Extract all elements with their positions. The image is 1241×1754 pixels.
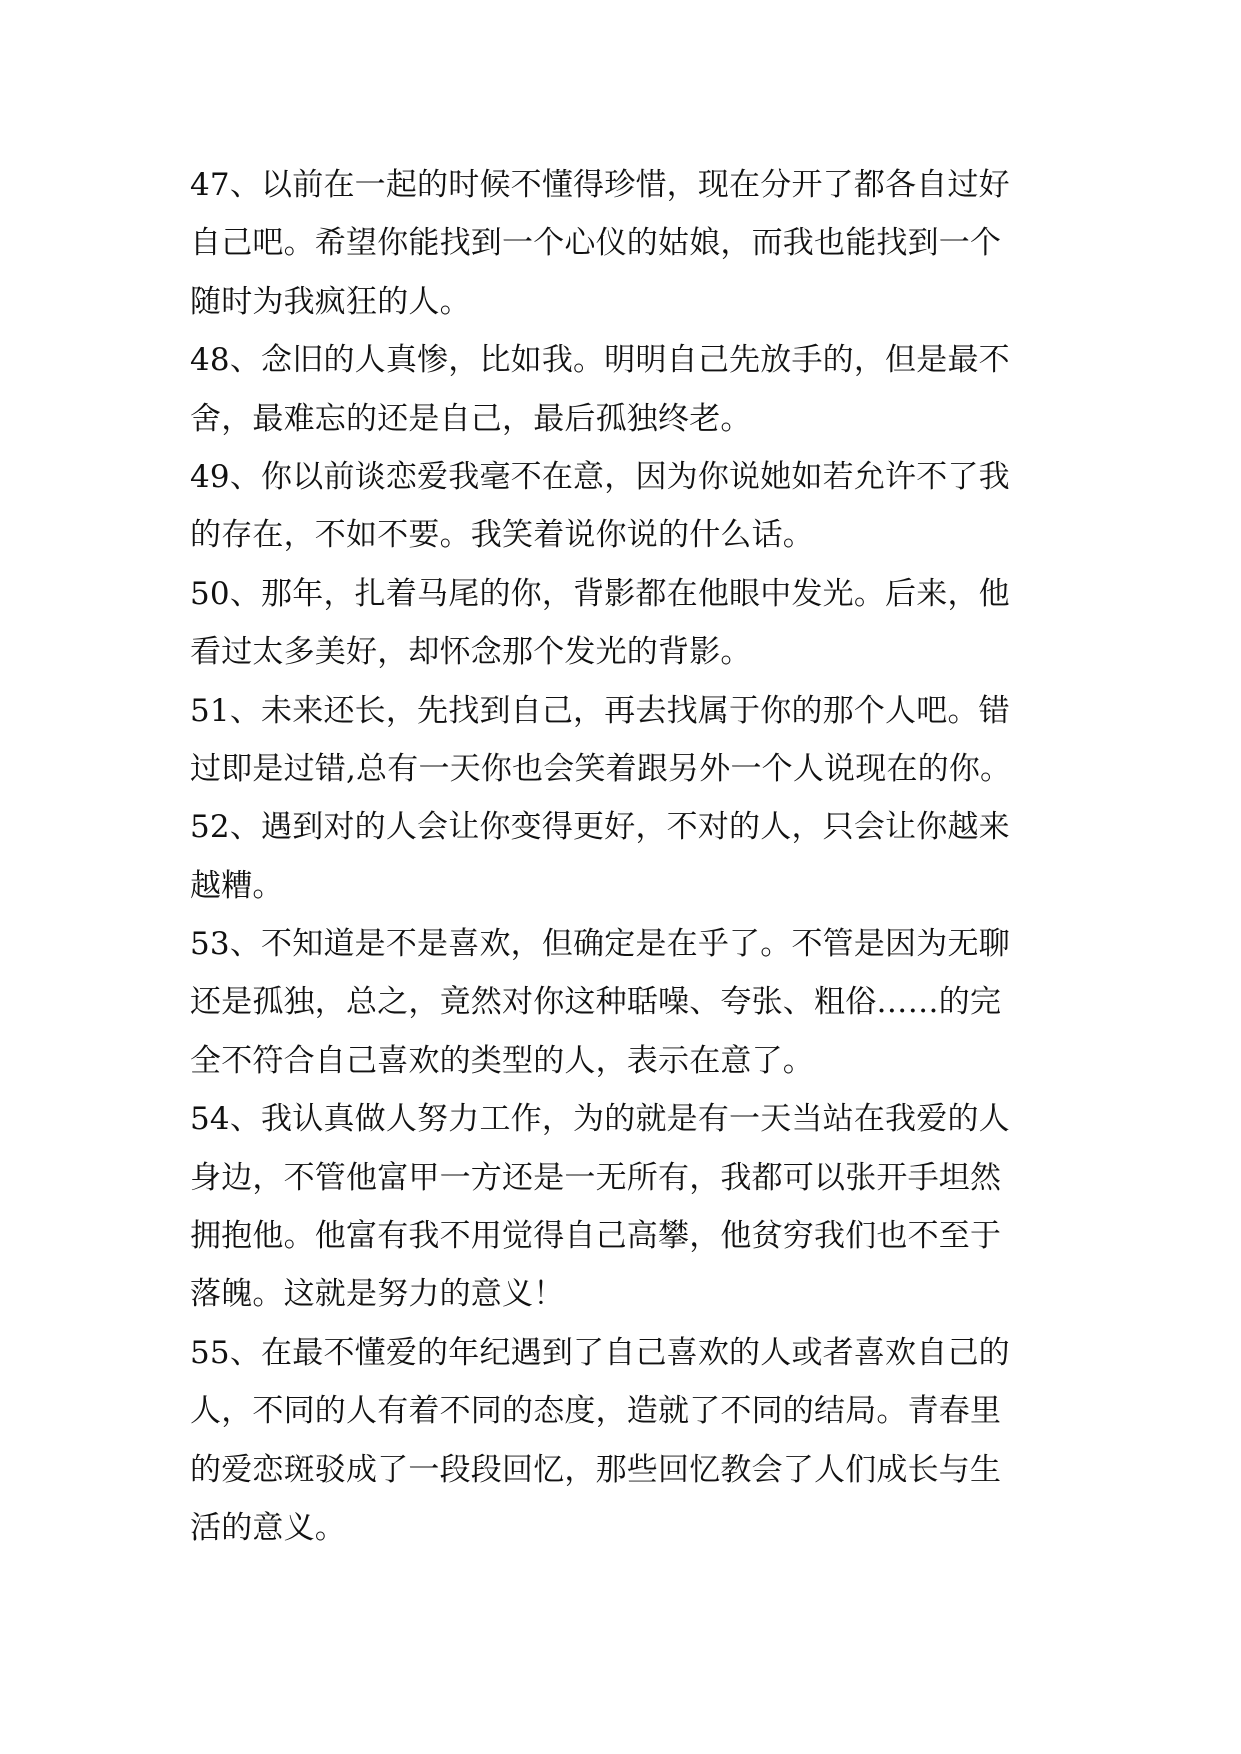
text-line: 的爱恋斑驳成了一段段回忆，那些回忆教会了人们成长与生	[190, 1451, 1002, 1488]
text-line: 人，不同的人有着不同的态度，造就了不同的结局。青春里	[190, 1393, 1002, 1430]
text-line: 47、以前在一起的时候不懂得珍惜，现在分开了都各自过好	[190, 167, 1010, 203]
text-line: 随时为我疯狂的人。	[190, 283, 471, 320]
text-line: 还是孤独，总之，竟然对你这种聒噪、夸张、粗俗……的完	[190, 984, 1002, 1021]
text-line: 的存在，不如不要。我笑着说你说的什么话。	[190, 517, 814, 554]
text-line: 身边，不管他富甲一方还是一无所有，我都可以张开手坦然	[190, 1159, 1002, 1196]
text-line: 过即是过错,总有一天你也会笑着跟另外一个人说现在的你。	[190, 750, 1012, 787]
text-line: 53、不知道是不是喜欢，但确定是在乎了。不管是因为无聊	[190, 926, 1010, 963]
text-line: 越糟。	[190, 867, 284, 904]
text-line: 55、在最不懂爱的年纪遇到了自己喜欢的人或者喜欢自己的	[190, 1334, 1010, 1371]
text-line: 51、未来还长，先找到自己，再去找属于你的那个人吧。错	[190, 692, 1010, 729]
text-line: 全不符合自己喜欢的类型的人，表示在意了。	[190, 1042, 814, 1079]
text-line: 看过太多美好，却怀念那个发光的背影。	[190, 634, 752, 671]
text-line: 自己吧。希望你能找到一个心仪的姑娘，而我也能找到一个	[190, 225, 1002, 262]
text-line: 48、念旧的人真惨，比如我。明明自己先放手的，但是最不	[190, 342, 1010, 379]
text-line: 舍，最难忘的还是自己，最后孤独终老。	[190, 400, 752, 437]
text-line: 54、我认真做人努力工作，为的就是有一天当站在我爱的人	[190, 1101, 1010, 1138]
text-line: 50、那年，扎着马尾的你，背影都在他眼中发光。后来，他	[190, 575, 1010, 612]
text-line: 落魄。这就是努力的意义！	[190, 1276, 565, 1313]
text-line: 52、遇到对的人会让你变得更好，不对的人，只会让你越来	[190, 809, 1010, 846]
text-line: 活的意义。	[190, 1509, 346, 1546]
text-line: 49、你以前谈恋爱我毫不在意，因为你说她如若允许不了我	[190, 458, 1010, 495]
text-line: 拥抱他。他富有我不用觉得自己高攀，他贫穷我们也不至于	[190, 1218, 1002, 1255]
document-body	[190, 156, 1060, 1557]
